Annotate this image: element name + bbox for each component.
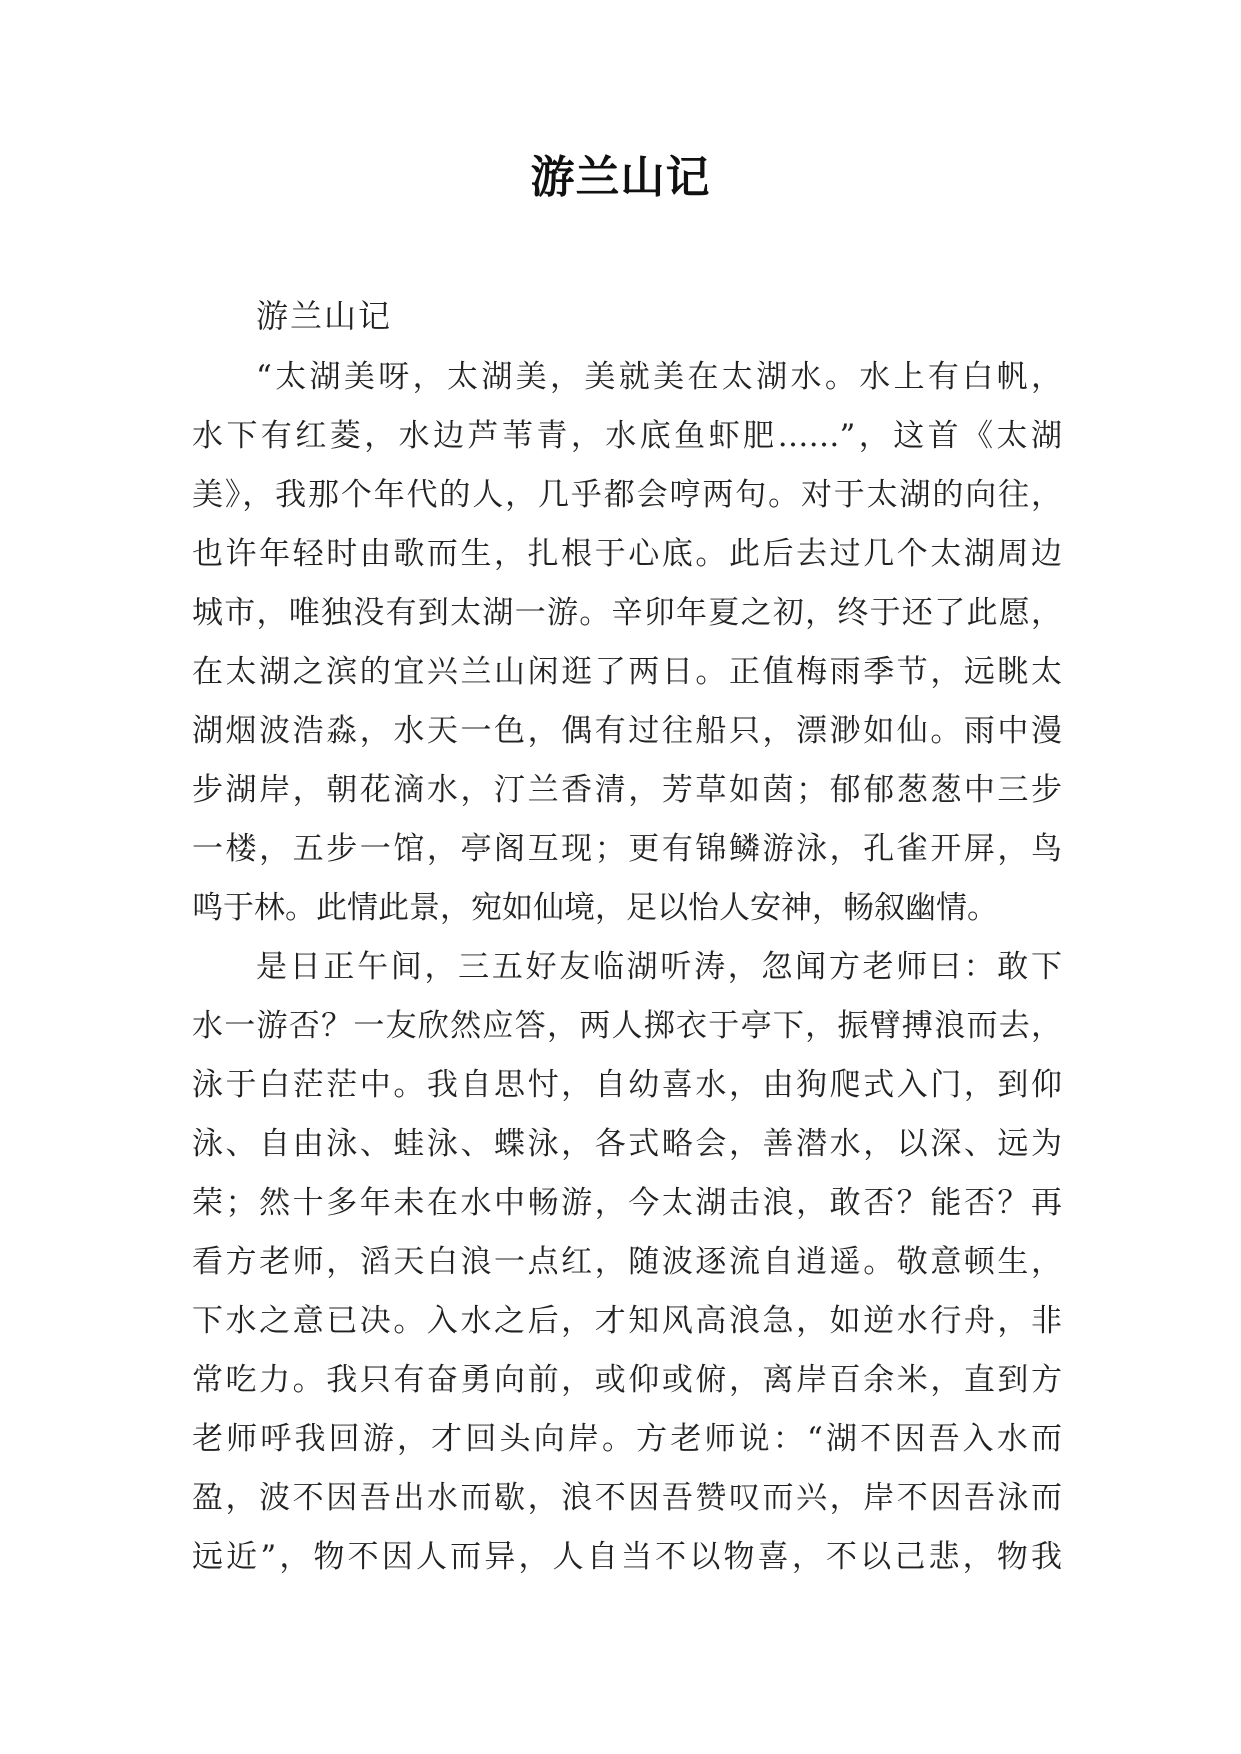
text-line: 泳、自由泳、蛙泳、蝶泳，各式略会，善潜水，以深、远为: [192, 1126, 1062, 1162]
text-line: 老师呼我回游，才回头向岸。方老师说：“湖不因吾入水而: [192, 1421, 1062, 1457]
text-line: 水下有红菱，水边芦苇青，水底鱼虾肥……”，这首《太湖: [192, 418, 1062, 454]
text-line: 常吃力。我只有奋勇向前，或仰或俯，离岸百余米，直到方: [192, 1362, 1062, 1398]
text-line: 远近”，物不因人而异，人自当不以物喜，不以己悲，物我: [192, 1539, 1062, 1575]
text-line: 是日正午间，三五好友临湖听涛，忽闻方老师曰：敢下: [256, 949, 1062, 985]
text-line: 美》，我那个年代的人，几乎都会哼两句。对于太湖的向往，: [192, 477, 1062, 513]
text-line: 下水之意已决。入水之后，才知风高浪急，如逆水行舟，非: [192, 1303, 1062, 1339]
text-line: 一楼，五步一馆，亭阁互现；更有锦鳞游泳，孔雀开屏，鸟: [192, 831, 1062, 867]
document-title: 游兰山记: [530, 152, 711, 203]
text-line: 泳于白茫茫中。我自思忖，自幼喜水，由狗爬式入门，到仰: [192, 1067, 1062, 1103]
text-line: “太湖美呀，太湖美，美就美在太湖水。水上有白帆，: [256, 359, 1062, 395]
text-line: 看方老师，滔天白浪一点红，随波逐流自逍遥。敬意顿生，: [192, 1244, 1062, 1280]
text-line: 荣；然十多年未在水中畅游，今太湖击浪，敢否？能否？再: [192, 1185, 1062, 1221]
document-body: [192, 348, 1062, 1587]
text-line: 鸣于林。此情此景，宛如仙境，足以怡人安神，畅叙幽情。: [192, 890, 998, 926]
text-line: 也许年轻时由歌而生，扎根于心底。此后去过几个太湖周边: [192, 536, 1062, 572]
document-subtitle: 游兰山记: [256, 297, 393, 335]
text-line: 湖烟波浩淼，水天一色，偶有过往船只，漂渺如仙。雨中漫: [192, 713, 1062, 749]
text-line: 水一游否？一友欣然应答，两人掷衣于亭下，振臂搏浪而去，: [192, 1008, 1062, 1044]
text-line: 盈，波不因吾出水而歇，浪不因吾赞叹而兴，岸不因吾泳而: [192, 1480, 1062, 1516]
text-line: 城市，唯独没有到太湖一游。辛卯年夏之初，终于还了此愿，: [192, 595, 1062, 631]
text-line: 在太湖之滨的宜兴兰山闲逛了两日。正值梅雨季节，远眺太: [192, 654, 1062, 690]
text-line: 步湖岸，朝花滴水，汀兰香清，芳草如茵；郁郁葱葱中三步: [192, 772, 1062, 808]
